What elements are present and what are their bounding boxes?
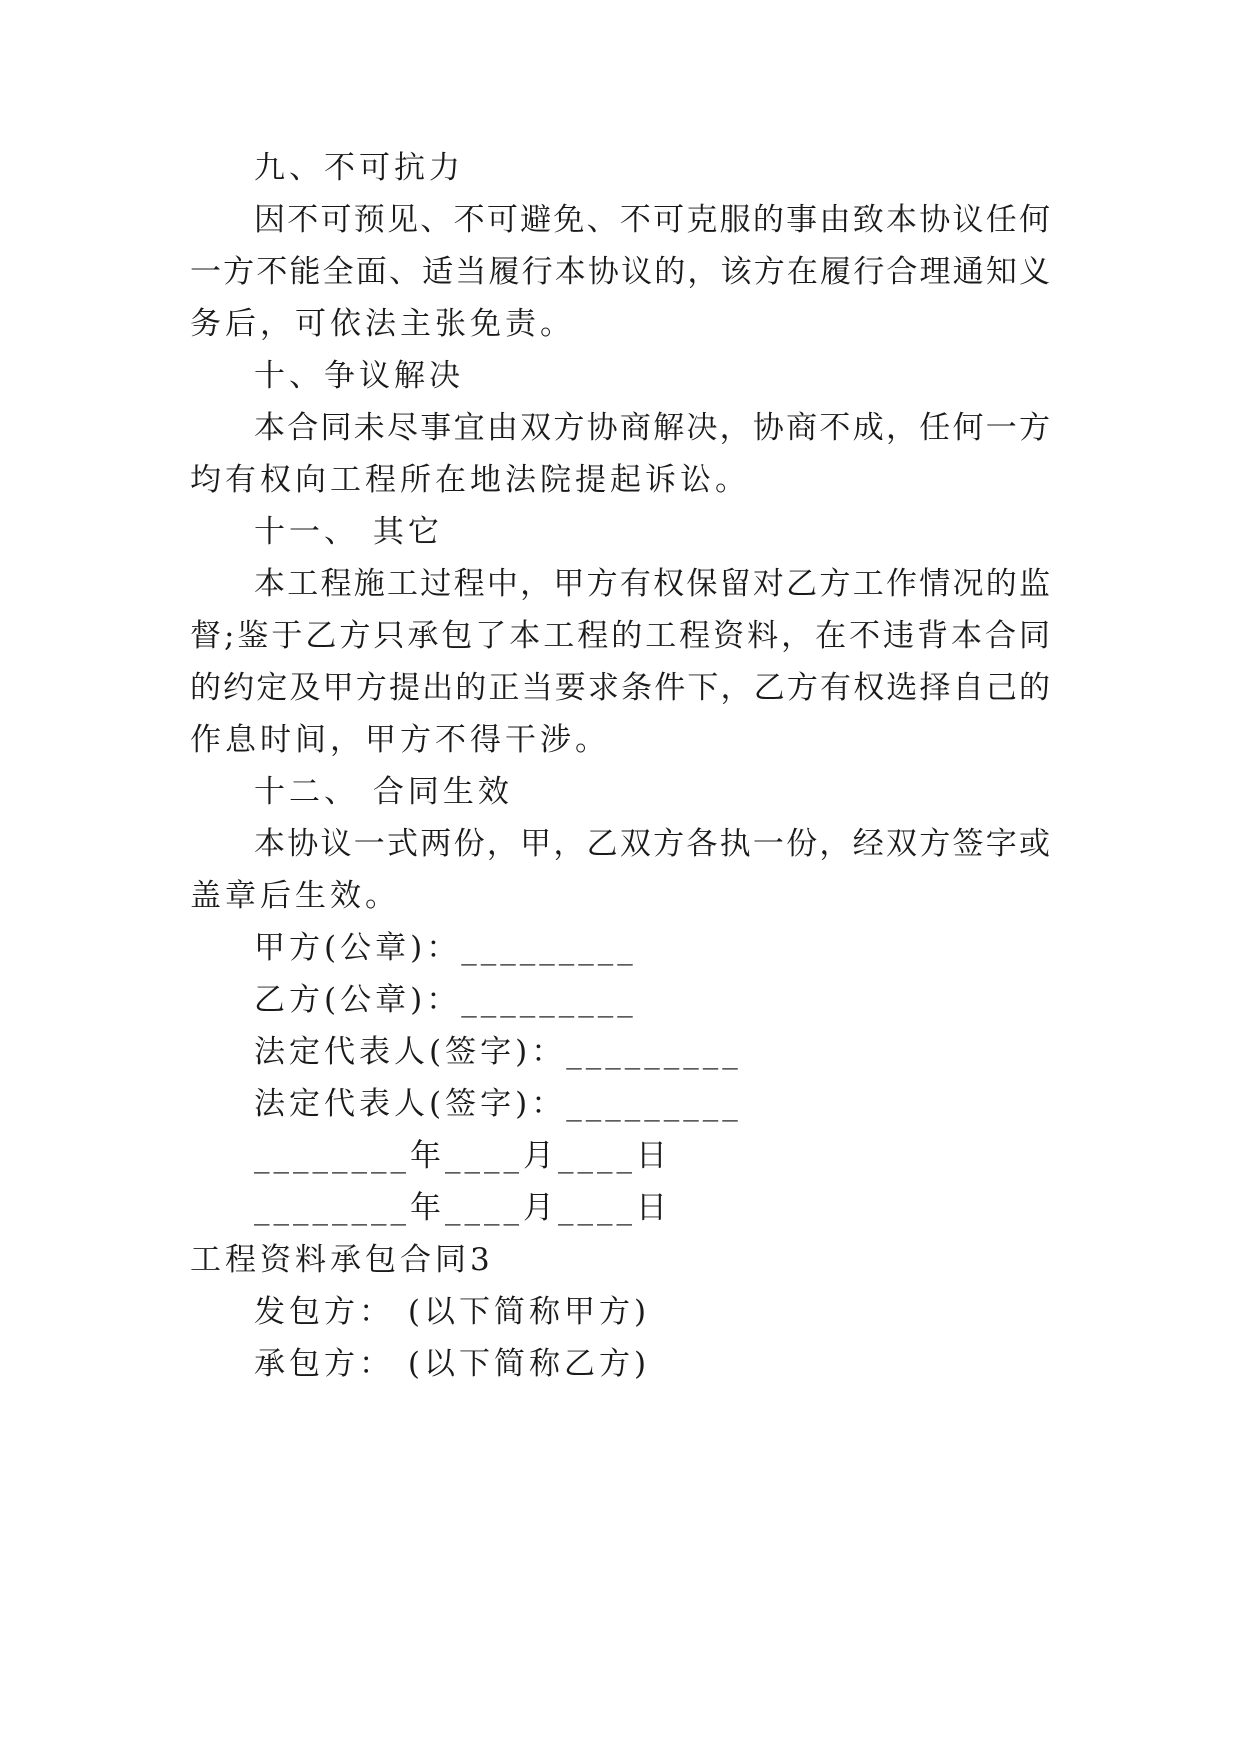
section-9-line-1: 因不可预见、不可避免、不可克服的事由致本协议任何 xyxy=(254,202,1050,238)
contractor-line: 承包方： (以下简称乙方) xyxy=(254,1346,651,1382)
section-11-heading: 十一、 其它 xyxy=(254,514,443,550)
section-9-heading: 九、不可抗力 xyxy=(254,150,464,186)
section-12-line-1: 本协议一式两份，甲，乙双方各执一份，经双方签字或 xyxy=(254,826,1050,862)
signature-party-a: 甲方(公章)：_________ xyxy=(254,930,637,966)
section-11-line-3: 的约定及甲方提出的正当要求条件下，乙方有权选择自己的 xyxy=(190,670,1050,706)
section-11-line-2: 督;鉴于乙方只承包了本工程的工程资料，在不违背本合同 xyxy=(190,618,1050,654)
section-11-line-4: 作息时间，甲方不得干涉。 xyxy=(190,722,610,758)
section-9-line-3: 务后，可依法主张免责。 xyxy=(190,306,575,342)
date-line-a: ________年____月____日 xyxy=(254,1138,671,1174)
employer-line: 发包方： (以下简称甲方) xyxy=(254,1294,651,1330)
signature-rep-b: 法定代表人(签字)：_________ xyxy=(254,1086,742,1122)
signature-party-b: 乙方(公章)：_________ xyxy=(254,982,637,1018)
section-12-line-2: 盖章后生效。 xyxy=(190,878,400,914)
date-line-b: ________年____月____日 xyxy=(254,1190,671,1226)
section-12-heading: 十二、 合同生效 xyxy=(254,774,513,810)
section-11-line-1: 本工程施工过程中，甲方有权保留对乙方工作情况的监 xyxy=(254,566,1050,602)
section-10-line-1: 本合同未尽事宜由双方协商解决，协商不成，任何一方 xyxy=(254,410,1050,446)
signature-rep-a: 法定代表人(签字)：_________ xyxy=(254,1034,742,1070)
section-10-heading: 十、争议解决 xyxy=(254,358,464,394)
section-10-line-2: 均有权向工程所在地法院提起诉讼。 xyxy=(190,462,750,498)
section-9-line-2: 一方不能全面、适当履行本协议的，该方在履行合理通知义 xyxy=(190,254,1050,290)
contract-3-title: 工程资料承包合同3 xyxy=(190,1242,494,1278)
